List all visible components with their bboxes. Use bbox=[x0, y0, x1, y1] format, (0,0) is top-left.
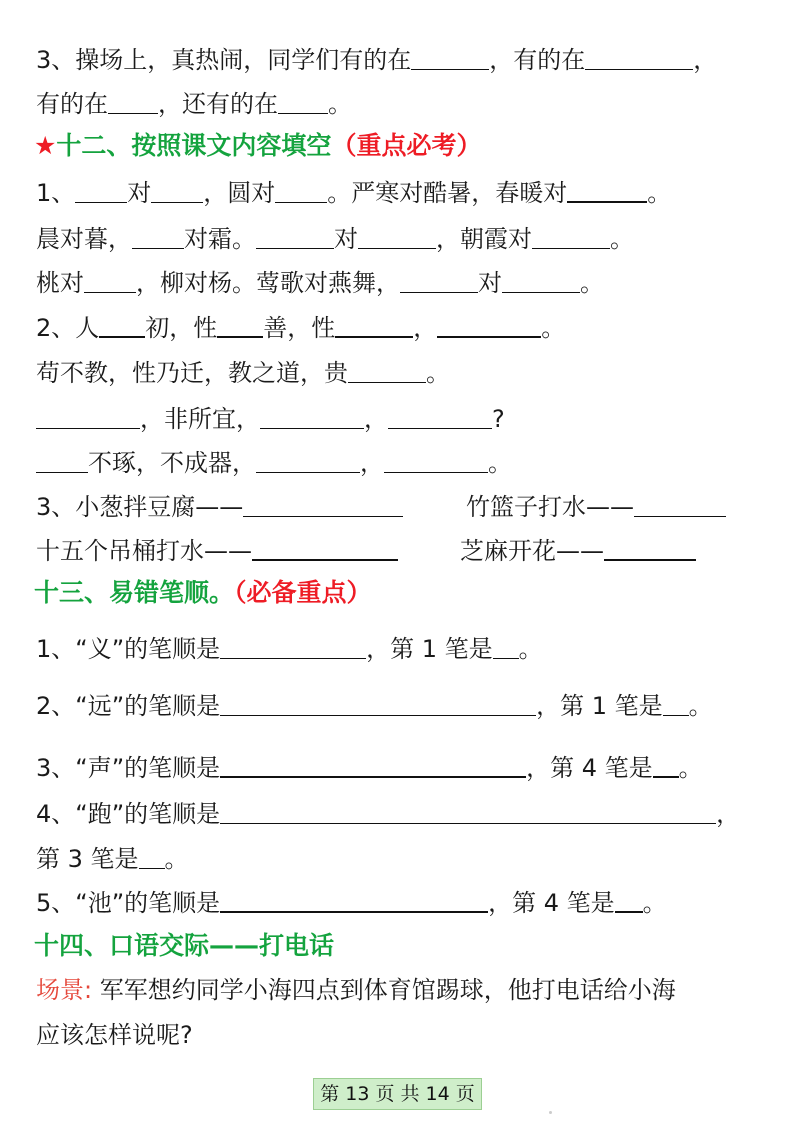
text: 1、“义”的笔顺是 bbox=[36, 635, 221, 663]
text: ? bbox=[492, 405, 505, 433]
text: 初，性 bbox=[145, 314, 218, 342]
text: ，柳对杨。莺歌对燕舞， bbox=[136, 269, 400, 297]
text: 。 bbox=[647, 179, 672, 207]
q11-3-text-a: 3、操场上，真热闹，同学们有的在 bbox=[36, 46, 412, 74]
section-12-title: 十二、按照课文内容填空 bbox=[56, 131, 332, 160]
text: ，第 1 笔是 bbox=[536, 692, 663, 720]
text: 对 bbox=[127, 179, 152, 207]
text: 2、“远”的笔顺是 bbox=[36, 692, 221, 720]
text: 。 bbox=[678, 754, 703, 782]
section-13-note: （必备重点） bbox=[234, 578, 372, 607]
q11-3-line2 bbox=[36, 87, 352, 121]
text: 竹篮子打水—— bbox=[466, 493, 634, 521]
text: 。 bbox=[688, 692, 713, 720]
s12-line-3 bbox=[36, 266, 604, 300]
text: 。 bbox=[580, 269, 604, 297]
xiehouyu-4 bbox=[460, 534, 696, 568]
blank[interactable] bbox=[132, 224, 184, 249]
text: ，第 1 笔是 bbox=[366, 635, 493, 663]
q11-3-text-e: ，还有的在 bbox=[158, 90, 278, 118]
scene-text-1: 军军想约同学小海四点到体育馆踢球，他打电话给小海 bbox=[99, 976, 676, 1004]
blank[interactable] bbox=[335, 312, 413, 338]
blank[interactable] bbox=[217, 312, 263, 338]
text: 不琢，不成器， bbox=[88, 449, 256, 477]
text: 桃对 bbox=[36, 269, 84, 297]
blank[interactable] bbox=[358, 224, 436, 249]
blank[interactable] bbox=[275, 178, 327, 203]
q11-3-text-c: ， bbox=[693, 46, 718, 74]
blank[interactable] bbox=[615, 887, 643, 913]
blank[interactable] bbox=[256, 224, 334, 249]
xiehouyu-2 bbox=[466, 490, 726, 524]
text: 第 3 笔是 bbox=[36, 845, 139, 873]
text: 2、人 bbox=[36, 314, 100, 342]
text: 对霜。 bbox=[184, 225, 256, 253]
s12-line-2 bbox=[36, 222, 634, 256]
scene-label: 场景: bbox=[36, 976, 93, 1004]
blank[interactable] bbox=[532, 224, 610, 249]
stroke-item-5 bbox=[36, 886, 667, 920]
blank[interactable] bbox=[99, 312, 145, 338]
s12-line-4 bbox=[36, 311, 565, 345]
section-13-title: 十三、易错笔顺。 bbox=[34, 578, 235, 607]
star-icon: ★ bbox=[34, 131, 57, 160]
blank[interactable] bbox=[139, 844, 165, 869]
text: 1、 bbox=[36, 179, 76, 207]
section-14-title: 十四、口语交际——打电话 bbox=[34, 931, 335, 960]
text: 。 bbox=[610, 225, 634, 253]
blank[interactable] bbox=[634, 492, 726, 517]
blank[interactable] bbox=[388, 404, 492, 429]
section-12-heading bbox=[34, 128, 481, 164]
text: 3、“声”的笔顺是 bbox=[36, 754, 221, 782]
stroke-item-4-cont bbox=[36, 842, 189, 876]
scene-line-1 bbox=[36, 973, 676, 1007]
speck bbox=[549, 1111, 552, 1114]
blank[interactable] bbox=[663, 691, 689, 716]
text: 3、小葱拌豆腐—— bbox=[36, 493, 244, 521]
text: ， bbox=[360, 449, 384, 477]
blank[interactable] bbox=[256, 448, 360, 473]
text: 对 bbox=[478, 269, 502, 297]
blank[interactable] bbox=[604, 535, 696, 561]
blank[interactable] bbox=[220, 799, 716, 824]
stroke-item-3 bbox=[36, 751, 703, 785]
blank[interactable] bbox=[36, 448, 88, 473]
blank[interactable] bbox=[411, 45, 489, 70]
blank[interactable] bbox=[75, 178, 127, 203]
text: ， bbox=[716, 800, 741, 828]
blank[interactable] bbox=[220, 691, 536, 716]
scene-line-2 bbox=[36, 1018, 193, 1052]
blank[interactable] bbox=[108, 89, 158, 114]
blank[interactable] bbox=[348, 358, 426, 383]
s12-line-7 bbox=[36, 446, 512, 480]
q11-3-text-f: 。 bbox=[328, 90, 352, 118]
text: ，朝霞对 bbox=[436, 225, 532, 253]
q11-3-text-b: ，有的在 bbox=[489, 46, 586, 74]
xiehouyu-3 bbox=[36, 534, 398, 568]
text: 十五个吊桶打水—— bbox=[36, 537, 252, 565]
blank[interactable] bbox=[36, 404, 140, 429]
stroke-item-4 bbox=[36, 797, 740, 831]
text: 4、“跑”的笔顺是 bbox=[36, 800, 221, 828]
s12-line-5 bbox=[36, 356, 450, 390]
text: 。 bbox=[164, 845, 189, 873]
s12-line-1 bbox=[36, 176, 671, 210]
blank[interactable] bbox=[252, 535, 398, 561]
text: ，第 4 笔是 bbox=[488, 889, 615, 917]
text: 芝麻开花—— bbox=[460, 537, 604, 565]
blank[interactable] bbox=[84, 268, 136, 293]
blank[interactable] bbox=[260, 404, 364, 429]
section-14-heading bbox=[34, 928, 334, 964]
text: ，圆对 bbox=[203, 179, 276, 207]
blank[interactable] bbox=[220, 887, 488, 913]
q11-3-line1 bbox=[36, 43, 717, 77]
text: ，非所宜， bbox=[140, 405, 260, 433]
text: 5、“池”的笔顺是 bbox=[36, 889, 221, 917]
stroke-item-1 bbox=[36, 632, 543, 666]
text: 对 bbox=[334, 225, 358, 253]
blank[interactable] bbox=[400, 268, 478, 293]
xiehouyu-1 bbox=[36, 490, 403, 524]
text: 善，性 bbox=[263, 314, 336, 342]
stroke-item-2 bbox=[36, 689, 713, 723]
section-12-note: （重点必考） bbox=[331, 131, 482, 160]
s12-line-6 bbox=[36, 402, 505, 436]
section-13-heading bbox=[34, 575, 372, 611]
text: 晨对暮， bbox=[36, 225, 132, 253]
text: 苟不教，性乃迁，教之道，贵 bbox=[36, 359, 348, 387]
blank[interactable] bbox=[243, 492, 403, 517]
blank[interactable] bbox=[493, 634, 519, 659]
text: 。 bbox=[541, 314, 566, 342]
text: 。严寒对酷暑，春暖对 bbox=[327, 179, 568, 207]
text: 。 bbox=[518, 635, 543, 663]
blank[interactable] bbox=[585, 45, 693, 70]
text: 。 bbox=[426, 359, 450, 387]
blank[interactable] bbox=[653, 752, 679, 778]
scene-text-2: 应该怎样说呢? bbox=[36, 1021, 193, 1049]
blank[interactable] bbox=[278, 89, 328, 114]
blank[interactable] bbox=[384, 448, 488, 473]
blank[interactable] bbox=[502, 268, 580, 293]
text: ， bbox=[364, 405, 388, 433]
blank[interactable] bbox=[220, 752, 526, 778]
text: ，第 4 笔是 bbox=[526, 754, 653, 782]
page-number-badge: 第 13 页 共 14 页 bbox=[313, 1078, 482, 1110]
blank[interactable] bbox=[220, 634, 366, 659]
text: 。 bbox=[642, 889, 667, 917]
blank[interactable] bbox=[151, 178, 203, 203]
blank[interactable] bbox=[437, 312, 541, 338]
text: ， bbox=[413, 314, 438, 342]
text: 。 bbox=[488, 449, 512, 477]
q11-3-text-d: 有的在 bbox=[36, 90, 108, 118]
blank[interactable] bbox=[567, 177, 647, 203]
